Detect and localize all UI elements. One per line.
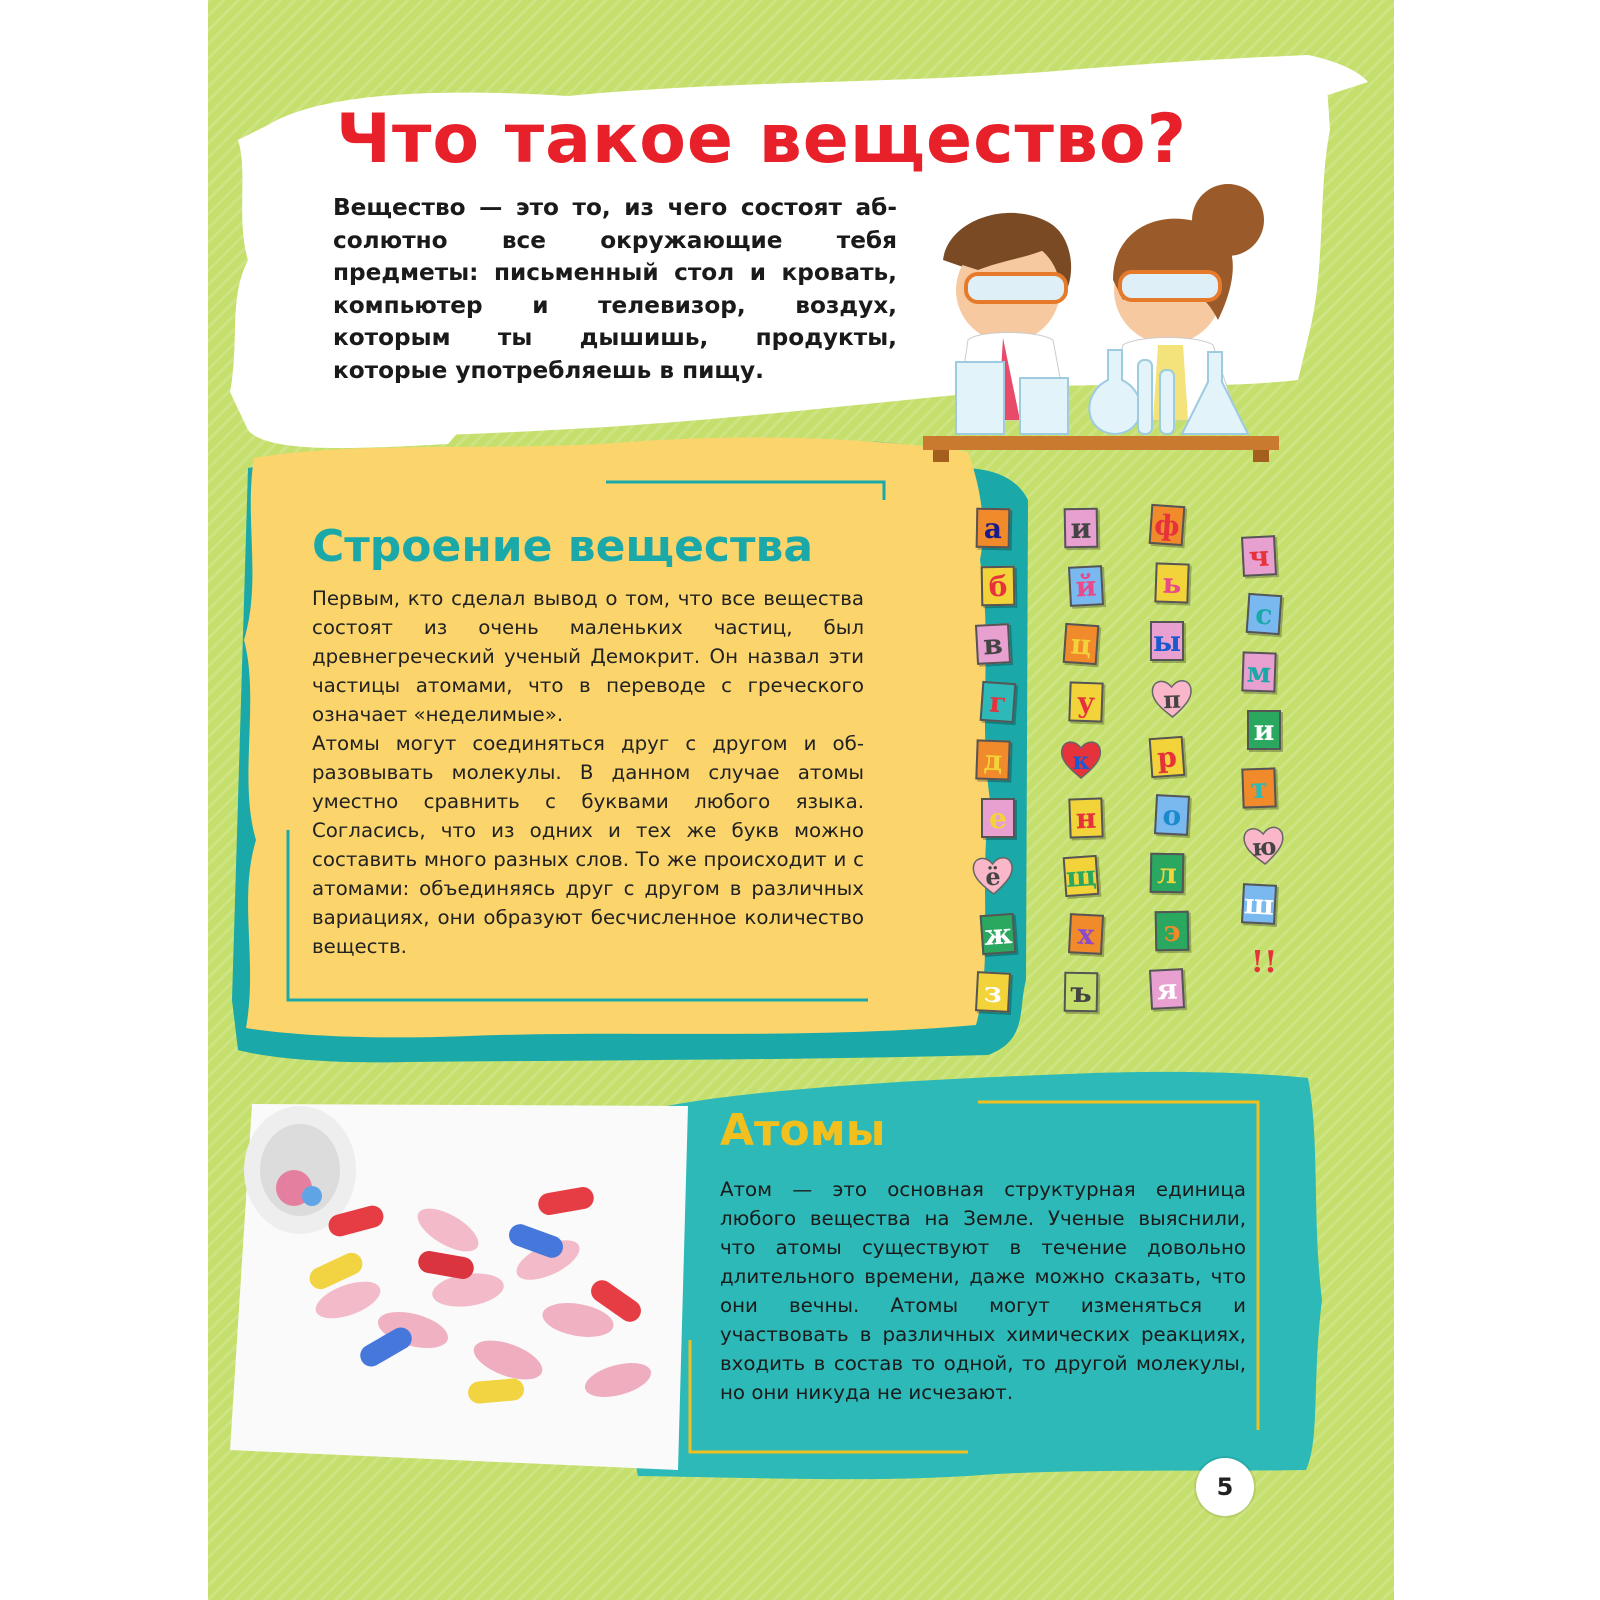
- letter-glyph: р: [1156, 739, 1178, 775]
- letter-glyph: ж: [982, 916, 1014, 952]
- letter-tile: [1150, 621, 1184, 661]
- letter-tile: [1064, 972, 1099, 1013]
- letter-tile: [1064, 508, 1099, 549]
- letter-glyph: к: [1072, 745, 1090, 775]
- letter-glyph: ъ: [1069, 975, 1093, 1009]
- letter-glyph: б: [988, 569, 1008, 603]
- letter-tile: [981, 566, 1016, 607]
- letter-tile: [1247, 710, 1281, 750]
- letter-glyph: ь: [1161, 566, 1183, 600]
- letter-glyph: г: [988, 684, 1008, 720]
- letter-tile: [1068, 565, 1104, 607]
- book-page: [208, 0, 1394, 1600]
- letter-tile: [1068, 913, 1104, 955]
- letter-tile: [1246, 593, 1283, 635]
- letter-tile: [980, 681, 1017, 723]
- letter-glyph: о: [1161, 798, 1183, 832]
- letter-glyph: з: [983, 975, 1003, 1009]
- letter-glyph: д: [983, 743, 1003, 777]
- section-structure-text: [312, 584, 864, 961]
- letter-tile: [975, 971, 1011, 1013]
- letter-tile: [1149, 968, 1185, 1010]
- letter-glyph: ш: [1243, 886, 1275, 922]
- letter-glyph: л: [1156, 856, 1178, 890]
- letter-glyph: й: [1074, 568, 1098, 604]
- letter-tile: [1247, 942, 1282, 983]
- letter-glyph: а: [983, 511, 1003, 545]
- letter-tile: [976, 508, 1011, 549]
- letter-glyph: м: [1246, 655, 1272, 689]
- letter-tile: [1068, 681, 1103, 722]
- letter-glyph: и: [1070, 511, 1092, 545]
- letter-glyph: т: [1249, 771, 1269, 805]
- letter-glyph: е: [989, 801, 1007, 835]
- section-atoms-text: Атом — это основная структурная единица любого вещества на Земле. Ученые выяснили, что атомы существуют в течение довольно длительного времени, даже можно сказать, что они вечны. Атомы могут изменяться и участвовать в различных химических реакциях, входить в состав то одной, то другой молекулы, но они никуда не исчезают.: [720, 1178, 1246, 1404]
- letter-tile: [1241, 883, 1277, 925]
- letter-tile: [1149, 504, 1186, 546]
- letter-glyph: н: [1075, 801, 1097, 835]
- letter-tile: [1241, 651, 1276, 692]
- letter-tile: [1063, 855, 1100, 897]
- structure-paragraph-1: Первым, кто сделал вывод о том, что все вещества состоят из очень маленьких частиц, был древнегреческий ученый Демокрит. Он назвал эти частицы атомами, что в переводе с греческого означает «неделимые».: [312, 587, 864, 726]
- letter-glyph: с: [1254, 596, 1274, 632]
- letter-tile: [975, 855, 1010, 896]
- letter-tile: [1063, 623, 1100, 665]
- letter-glyph: ц: [1069, 626, 1093, 662]
- letter-glyph: и: [1253, 713, 1275, 747]
- letter-tile: [1068, 797, 1103, 838]
- letter-tile: [980, 913, 1017, 955]
- letter-tile: [1149, 736, 1186, 778]
- letter-tile: [1154, 678, 1189, 719]
- letter-glyph: ф: [1153, 507, 1181, 543]
- letter-tile: [1155, 911, 1190, 952]
- letter-glyph: у: [1076, 685, 1096, 719]
- letter-tile: [1241, 767, 1276, 808]
- page-number: 5: [1196, 1458, 1254, 1516]
- letter-tile: [1154, 562, 1189, 603]
- letter-glyph: ю: [1250, 830, 1278, 862]
- letter-tile: [1241, 535, 1277, 577]
- letter-glyph: п: [1162, 684, 1182, 714]
- letter-tile: [981, 798, 1015, 838]
- letter-tile: [975, 739, 1010, 780]
- letter-tile: [1246, 825, 1283, 867]
- letter-tile: [1150, 853, 1185, 894]
- intro-paragraph: Вещество — это то, из чего состоят абсолютно все окружающие тебя предметы: письменный стол и кровать, компьютер и телевизор, воздух, которым ты дышишь, продукты, которые употребляешь в пищу.: [333, 194, 897, 384]
- letter-glyph: ё: [984, 861, 1002, 891]
- letter-glyph: !!: [1250, 944, 1278, 980]
- letter-glyph: ч: [1247, 538, 1271, 574]
- letter-glyph: в: [982, 627, 1004, 661]
- letter-glyph: э: [1163, 914, 1181, 948]
- letter-glyph: х: [1076, 917, 1096, 951]
- letter-glyph: щ: [1064, 858, 1098, 894]
- section-structure-title: Строение вещества: [312, 521, 814, 572]
- structure-paragraph-2: Атомы могут соединяться друг с другом и образовывать молекулы. В данном случае атомы уместно сравнить с буквами любого языка. Согласись, что из одних и тех же букв можно составить много разных слов. То же происходит и с атомами: объединяясь друг с другом в различных вариациях, они образуют бесчисленное количество веществ.: [312, 732, 864, 958]
- letter-tile: [1154, 794, 1190, 836]
- letter-tile: [1064, 740, 1098, 780]
- letter-glyph: я: [1155, 971, 1179, 1007]
- letter-glyph: ы: [1152, 624, 1182, 658]
- page-title: Что такое вещество?: [336, 100, 1188, 179]
- letter-tile: [975, 623, 1011, 665]
- pills-photo: [230, 1104, 688, 1470]
- section-atoms-title: Атомы: [720, 1105, 886, 1156]
